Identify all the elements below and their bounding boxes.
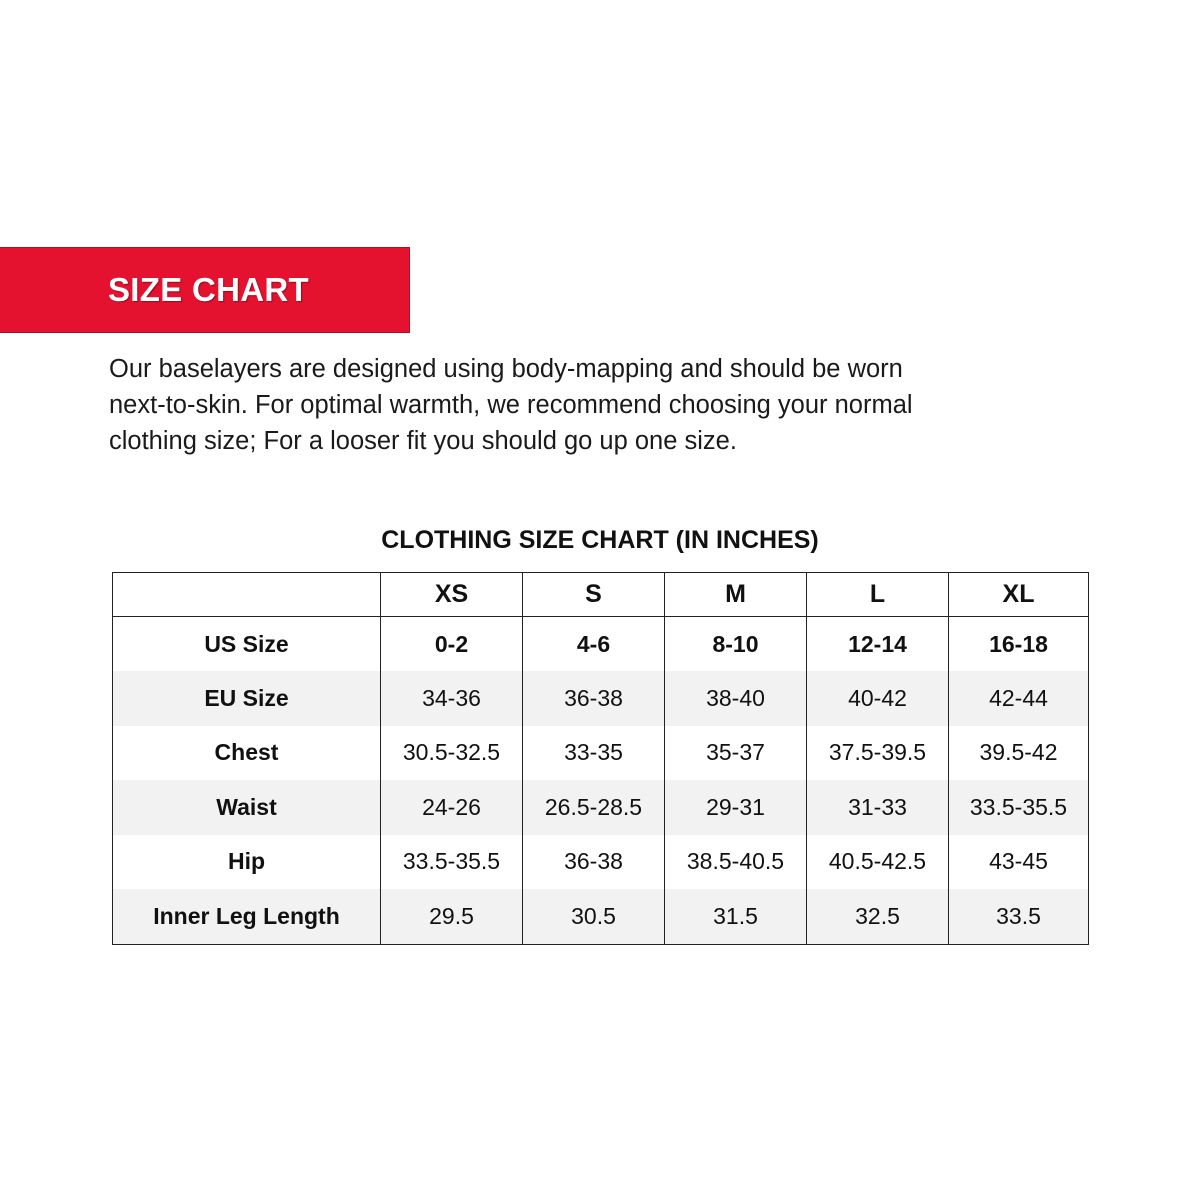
table-row — [113, 780, 1089, 835]
table-cell: 33.5 — [949, 889, 1089, 944]
table-cell: 33.5-35.5 — [949, 780, 1089, 835]
table-cell: 37.5-39.5 — [807, 726, 949, 781]
table-cell: 43-45 — [949, 835, 1089, 890]
table-cell: 39.5-42 — [949, 726, 1089, 781]
table-cell: 38.5-40.5 — [665, 835, 807, 890]
table-cell: 34-36 — [381, 671, 523, 726]
table-cell: 29.5 — [381, 889, 523, 944]
intro-line: Our baselayers are designed using body-mapping and should be worn — [109, 355, 903, 383]
size-table — [112, 572, 1089, 945]
table-cell: 31.5 — [665, 889, 807, 944]
table-cell: 33.5-35.5 — [381, 835, 523, 890]
header-size-xl: XL — [949, 573, 1089, 617]
intro-line: clothing size; For a looser fit you should go up one size. — [109, 427, 737, 455]
row-label: Chest — [113, 726, 381, 781]
size-chart-banner — [0, 247, 410, 333]
table-cell: 36-38 — [523, 671, 665, 726]
intro-line: next-to-skin. For optimal warmth, we recommend choosing your normal — [109, 391, 913, 419]
table-cell: 32.5 — [807, 889, 949, 944]
table-cell: 40-42 — [807, 671, 949, 726]
intro-text — [109, 351, 1009, 459]
table-row — [113, 671, 1089, 726]
table-cell: 29-31 — [665, 780, 807, 835]
table-cell: 24-26 — [381, 780, 523, 835]
table-title: CLOTHING SIZE CHART (IN INCHES) — [381, 526, 819, 554]
table-cell: 30.5-32.5 — [381, 726, 523, 781]
header-size-s: S — [523, 573, 665, 617]
table-row — [113, 889, 1089, 944]
table-cell: 26.5-28.5 — [523, 780, 665, 835]
table-cell: 36-38 — [523, 835, 665, 890]
header-corner-cell — [113, 573, 381, 617]
table-cell: 38-40 — [665, 671, 807, 726]
table-cell: 12-14 — [807, 617, 949, 672]
table-row — [113, 617, 1089, 672]
header-size-l: L — [807, 573, 949, 617]
header-size-xs: XS — [381, 573, 523, 617]
table-cell: 42-44 — [949, 671, 1089, 726]
table-cell: 0-2 — [381, 617, 523, 672]
table-cell: 35-37 — [665, 726, 807, 781]
table-cell: 8-10 — [665, 617, 807, 672]
row-label: Inner Leg Length — [113, 889, 381, 944]
row-label: US Size — [113, 617, 381, 672]
table-cell: 30.5 — [523, 889, 665, 944]
row-label: EU Size — [113, 671, 381, 726]
table-cell: 16-18 — [949, 617, 1089, 672]
row-label: Waist — [113, 780, 381, 835]
table-cell: 31-33 — [807, 780, 949, 835]
table-cell: 33-35 — [523, 726, 665, 781]
row-label: Hip — [113, 835, 381, 890]
table-cell: 40.5-42.5 — [807, 835, 949, 890]
table-row — [113, 835, 1089, 890]
banner-title: SIZE CHART — [108, 271, 309, 308]
table-row — [113, 726, 1089, 781]
header-size-m: M — [665, 573, 807, 617]
table-cell: 4-6 — [523, 617, 665, 672]
header-row — [113, 573, 1089, 617]
